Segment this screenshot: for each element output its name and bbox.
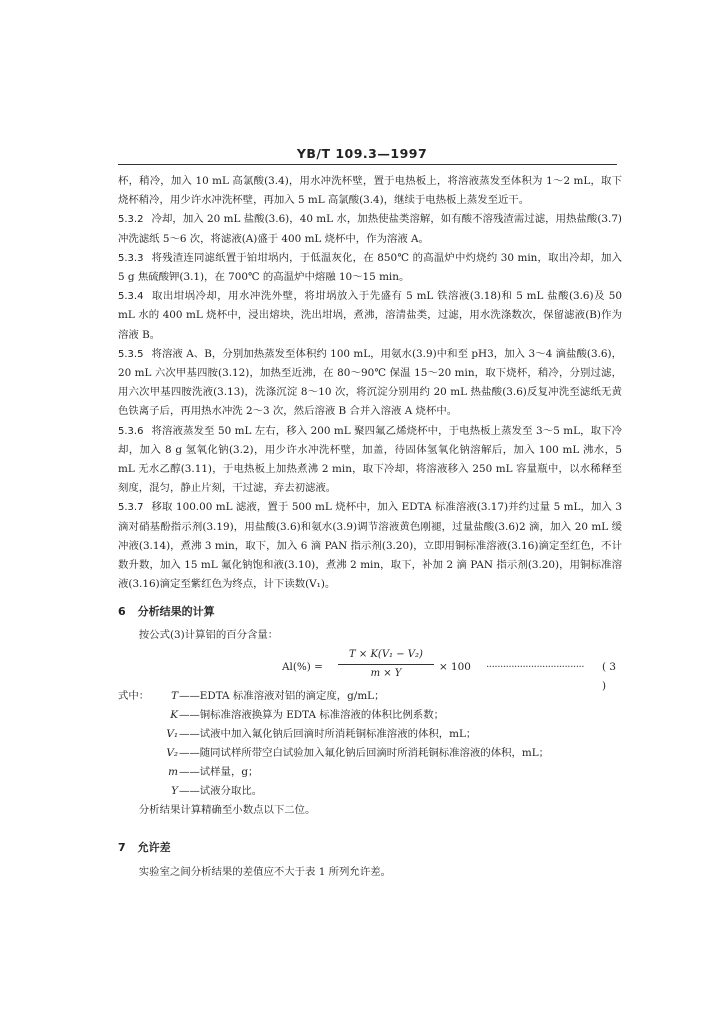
clause-text: 移取 100.00 mL 滤液，置于 500 mL 烧杯中，加入 EDTA 标准溶液(3.17)并约过量 5 mL，加入 3 滴对硝基酚指示剂(3.19)，用盐酸(3.6)和氨水(3.9)调节溶液黄色刚褪，过量盐酸(3.6)2 滴，加入 20 mL 缓冲液(3.14)，煮沸 3 min，取下，加入 6 滴 PAN 指示剂(3.20)，立即用铜标准溶液(3.16)滴定至红色，不计数升数，加入 15 mL 氟化钠饱和液(3.10)，煮沸 2 min，取下，补加 2 滴 PAN 指示剂(3.20)，用铜标准溶液(3.16)滴定至紫红色为终点，计下读数(V₁)。 bbox=[118, 501, 622, 591]
section-7-heading bbox=[118, 838, 622, 857]
variable-row bbox=[118, 706, 622, 725]
paragraph-5-3-5 bbox=[118, 345, 622, 422]
variable-definitions bbox=[118, 687, 622, 801]
variable-symbol: K bbox=[170, 708, 178, 721]
paragraph-5-3-6 bbox=[118, 422, 622, 499]
variable-description: ——试液中加入氟化钠后回滴时所消耗铜标准溶液的体积，mL； bbox=[179, 727, 477, 740]
clause-text: 将溶液 A、B，分别加热蒸发至体积约 100 mL，用氨水(3.9)中和至 pH3，加入 3～4 滴盐酸(3.6)，20 mL 六次甲基四胺(3.12)，加热至近沸，在 80～90℃ 保温 15～20 min，取下烧杯，稍冷，分别过滤，用六次甲基四胺洗液(3.13)，洗涤沉淀 8～10 次，将沉淀分别用约 20 mL 热盐酸(3.6)反复冲洗至滤纸无黄色铁离子后，再用热水冲洗 2～3 次，然后溶液 B 合并入溶液 A 烧杯中。 bbox=[118, 347, 622, 418]
section-number: 6 bbox=[118, 605, 126, 619]
variable-description: ——试样量，g； bbox=[179, 765, 259, 778]
formula-number: ( 3 ) bbox=[602, 660, 616, 693]
section-title: 分析结果的计算 bbox=[137, 605, 215, 619]
precision-note: 分析结果计算精确至小数点以下二位。 bbox=[138, 803, 316, 816]
variable-description: ——随同试样所带空白试验加入氟化钠后回滴时所消耗铜标准溶液的体积，mL； bbox=[179, 746, 550, 759]
clause-number: 5.3.5 bbox=[118, 348, 144, 360]
formula-fraction bbox=[338, 647, 434, 682]
document-body bbox=[118, 172, 622, 882]
section-6-heading bbox=[118, 602, 622, 621]
page-header: YB/T 109.3—1997 bbox=[296, 146, 428, 161]
formula-3 bbox=[118, 647, 622, 693]
variable-symbol: m bbox=[168, 765, 178, 778]
variable-description: ——铜标准溶液换算为 EDTA 标准溶液的体积比例系数； bbox=[179, 708, 444, 721]
fraction-bar bbox=[338, 664, 434, 665]
section-title: 允许差 bbox=[137, 841, 171, 855]
formula-leader-dots: ··································· bbox=[486, 660, 585, 673]
variable-symbol: T bbox=[171, 689, 178, 702]
formula-denominator: m × Y bbox=[370, 667, 402, 679]
paragraph-5-3-7 bbox=[118, 498, 622, 594]
variable-row bbox=[118, 687, 622, 706]
variable-row bbox=[118, 725, 622, 744]
variable-row bbox=[118, 744, 622, 763]
clause-text: 将残渣连同滤纸置于铂坩埚内，于低温灰化，在 850℃ 的高温炉中灼烧约 30 min，取出冷却，加入 5 g 焦硫酸钾(3.1)，在 700℃ 的高温炉中熔融 10～15 min。 bbox=[118, 251, 622, 284]
tolerance-text: 实验室之间分析结果的差值应不大于表 1 所列允许差。 bbox=[138, 866, 391, 879]
clause-number: 5.3.4 bbox=[118, 291, 144, 303]
clause-number: 5.3.3 bbox=[118, 252, 144, 264]
variable-description: ——试液分取比。 bbox=[179, 784, 263, 797]
clause-text: 冷却，加入 20 mL 盐酸(3.6)，40 mL 水，加热使盐类溶解，如有酸不溶残渣需过滤，用热盐酸(3.7)冲洗滤纸 5～6 次，将滤液(A)盛于 400 mL 烧杯中，作为溶液 A。 bbox=[118, 213, 622, 245]
clause-number: 5.3.7 bbox=[118, 502, 144, 514]
clause-number: 5.3.2 bbox=[118, 214, 144, 226]
variable-symbol: V₁ bbox=[166, 727, 178, 740]
paragraph-continued: 杯，稍冷，加入 10 mL 高氯酸(3.4)，用水冲洗杯壁，置于电热板上，将溶液蒸发至体积为 1～2 mL，取下烧杯稍冷，用少许水冲洗杯壁，再加入 5 mL 高氯酸(3.4)，继续于电热板上蒸发至近干。 bbox=[118, 175, 622, 207]
header-rule bbox=[118, 164, 617, 165]
variable-symbol: V₂ bbox=[166, 746, 178, 759]
variable-description: ——EDTA 标准溶液对铝的滴定度，g/mL； bbox=[179, 689, 385, 702]
variable-row bbox=[118, 763, 622, 782]
formula-lhs: Al(%) = bbox=[282, 660, 323, 673]
formula-numerator: T × K(V₁ − V₂) bbox=[349, 648, 423, 660]
paragraph-5-3-3 bbox=[118, 249, 622, 287]
formula-multiplier: × 100 bbox=[439, 660, 471, 673]
variable-row bbox=[118, 782, 622, 801]
section-number: 7 bbox=[118, 841, 126, 855]
formula-intro: 按公式(3)计算铝的百分含量： bbox=[138, 628, 279, 641]
variable-symbol: Y bbox=[171, 784, 178, 797]
clause-text: 将溶液蒸发至 50 mL 左右，移入 200 mL 聚四氟乙烯烧杯中，于电热板上蒸发至 3～5 mL，取下冷却，加入 8 g 氢氧化钠(3.2)，用少许水冲洗杯壁，加盖，待固体氢氧化钠溶解后，加入 100 mL 沸水，5 mL 无水乙醇(3.11)，于电热板上加热煮沸 2 min，取下冷却，将溶液移入 250 mL 容量瓶中，以水稀释至刻度，混匀，静止片刻，干过滤，弃去初滤液。 bbox=[118, 424, 622, 495]
paragraph-5-3-4 bbox=[118, 287, 622, 345]
paragraph-5-3-2 bbox=[118, 210, 622, 248]
where-label: 式中： bbox=[118, 689, 150, 702]
clause-text: 取出坩埚冷却，用水冲洗外壁，将坩埚放入于先盛有 5 mL 铁溶液(3.18)和 5 mL 盐酸(3.6)及 50 mL 水的 400 mL 烧杯中，浸出熔块，洗出坩埚，煮沸，溶清盐类，过滤，用水洗涤数次，保留滤液(B)作为溶液 B。 bbox=[118, 290, 622, 341]
clause-number: 5.3.6 bbox=[118, 425, 144, 437]
